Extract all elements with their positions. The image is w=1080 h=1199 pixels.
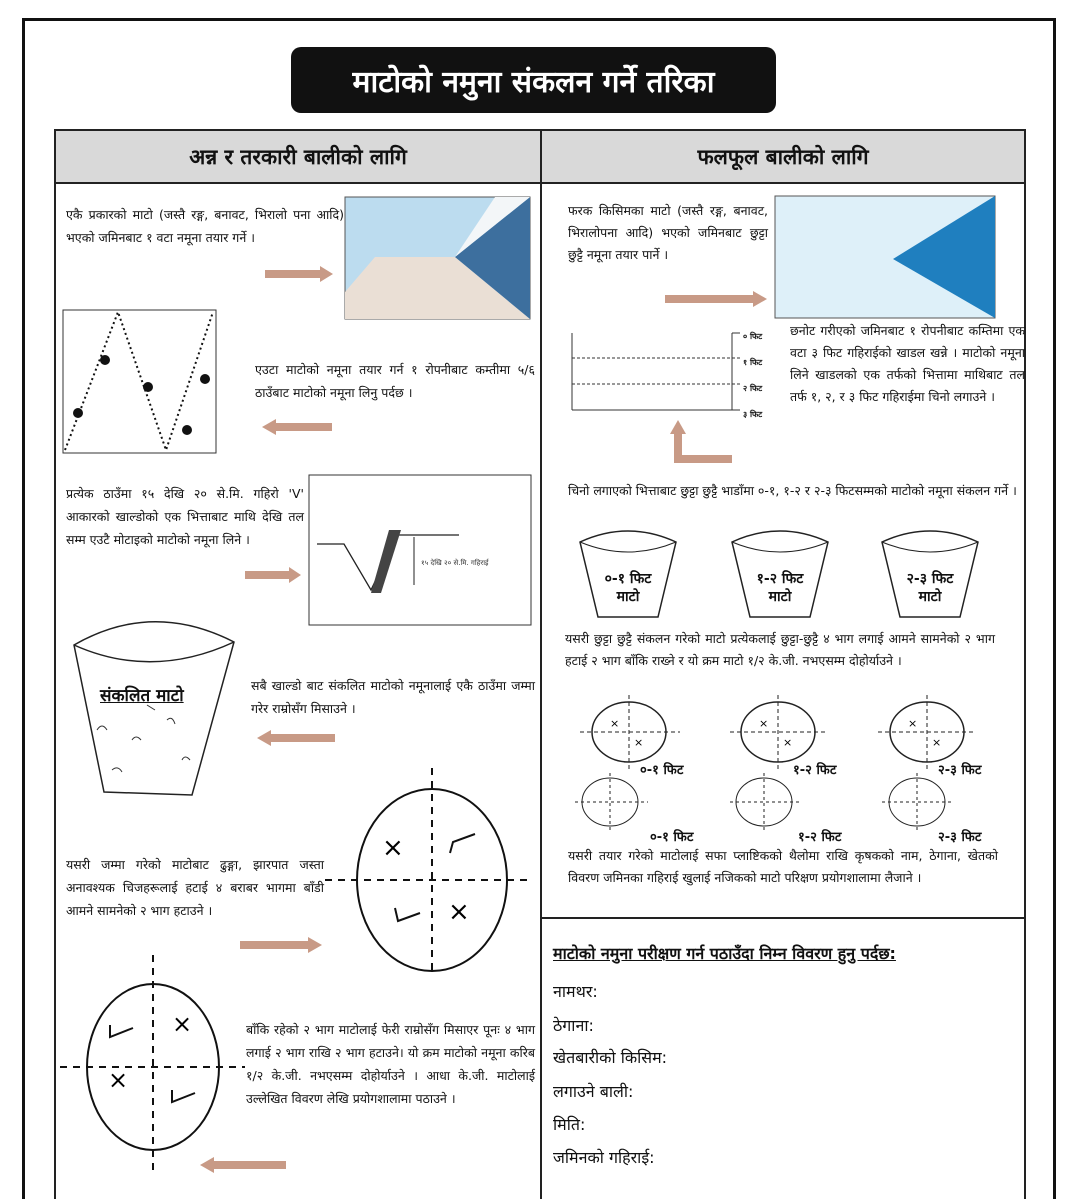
form-field-address: ठेगाना: [553, 1016, 594, 1035]
quartering-circle-repeat [60, 955, 250, 1175]
depth-label: २-३ फिट [938, 763, 982, 778]
left-step-6: बाँकि रहेको २ भाग माटोलाई फेरी राम्रोसँग मिसाएर पूनः ४ भाग लगाई २ भाग राखि २ भाग हटाउने। यो क्रम माटोको नमूना करिब १/२ के.जी. नभएसम्म दोहोर्याउने । आधा के.जी. माटोलाई उल्लेखित विवरण लेखि प्रयोगशालामा पठाउने । [246, 1022, 535, 1106]
svg-text:×: × [448, 897, 470, 927]
bucket-0-1ft: ०-१ फिट माटो [578, 532, 678, 622]
right-step-3: चिनो लगाएको भित्ताबाट छुट्टा छुट्टै भाडाँमा ०-१, १-२ र २-३ फिटसम्मको माटोको नमूना संकलन गर्ने । [568, 483, 1017, 498]
zigzag-sampling-diagram [63, 310, 216, 453]
trench-label: ३ फिट [743, 410, 763, 419]
circle-2-3ft-large [878, 695, 976, 770]
circle-1-2ft-large [730, 695, 828, 770]
depth-label: १-२ फिट [798, 830, 842, 845]
depth-label: २-३ फिट [938, 830, 982, 845]
right-step-2: छनोट गरीएको जमिनबाट १ रोपनीबाट कम्तिमा एक वटा ३ फिट गहिराईको खाडल खन्ने । माटोको नमूना लिने खाडलको एक तर्फको भित्तामा माथिबाट तल तर्फ १, २, र ३ फिट गहिराईमा चिनो लगाउने । [790, 323, 1025, 404]
arrow-right-icon [665, 291, 769, 307]
circle-0-1ft-small [575, 773, 648, 833]
svg-text:×: × [908, 717, 918, 730]
trench-label: ० फिट [743, 332, 763, 341]
form-field-land-type: खेतबारीको किसिम: [553, 1048, 668, 1067]
trench-label: १ फिट [743, 358, 763, 367]
circle-2-3ft-small [882, 773, 954, 833]
svg-text:×: × [108, 1066, 129, 1094]
circle-0-1ft-large [580, 695, 680, 770]
svg-text:×: × [610, 717, 620, 730]
circle-1-2ft-small [730, 773, 800, 833]
right-step-5: यसरी तयार गरेको माटोलाई सफा प्लाष्टिकको थैलोमा राखि कृषकको नाम, ठेगाना, खेतको विवरण जमिनका गहिराई खुलाई नजिकको माटो परिक्षण प्रयोगशालामा लैजाने । [568, 848, 998, 885]
svg-text:×: × [932, 736, 942, 749]
depth-label: १-२ फिट [793, 763, 837, 778]
form-field-depth: जमिनको गहिराई: [553, 1148, 655, 1167]
svg-text:×: × [759, 717, 769, 730]
left-step-5: यसरी जम्मा गरेको माटोबाट ढुङ्गा, झारपात जस्ता अनावश्यक चिजहरूलाई हटाई ४ बराबर भागमा बाँडी आमने सामनेको २ भाग हटाउने । [66, 857, 324, 918]
right-step-4: यसरी छुट्टा छुट्टै संकलन गरेको माटो प्रत्येकलाई छुट्टा-छुट्टै ४ भाग लगाई आमने सामनेको २ भाग हटाई २ भाग बाँकि राख्ने र यो क्रम माटो १/२ के.जी. नभएसम्म दोहोर्याउने । [565, 631, 995, 668]
right-step-1: फरक किसिमका माटो (जस्तै रङ्ग, बनावट, भिरालोपना आदि) भएको जमिनबाट छुट्टा छुट्टै नमूना तयार पार्ने । [568, 203, 768, 262]
arrow-left-icon [257, 730, 337, 746]
form-heading: माटोको नमुना परीक्षण गर्न पठाउँदा निम्न विवरण हुनु पर्दछ: [553, 944, 896, 963]
collected-soil-bucket [72, 620, 237, 802]
v-pit-sketch [309, 475, 531, 625]
svg-text:×: × [172, 1010, 193, 1038]
trench-label: २ फिट [743, 384, 763, 393]
svg-text:×: × [382, 833, 404, 863]
left-step-2: एउटा माटोको नमूना तयार गर्न १ रोपनीबाट कम्तीमा ५/६ ठाउँबाट माटोको नमूना लिनु पर्दछ । [255, 362, 535, 400]
left-step-4: सबै खाल्डो बाट संकलित माटोको नमूनालाई एकै ठाउँमा जम्मा गरेर राम्रोसँग मिसाउने । [251, 678, 535, 716]
right-column-header: फलफूल बालीको लागि [542, 131, 1024, 184]
arrow-up-turn-icon [668, 420, 734, 466]
trench-depth-diagram [570, 328, 740, 418]
trench-labels [743, 324, 762, 428]
form-field-crop: लगाउने बाली: [553, 1082, 634, 1101]
v-depth-label: १५ देखि २० से.मि. गहिराई [421, 559, 489, 567]
svg-text:×: × [783, 736, 793, 749]
soil-photo-fruit [775, 196, 995, 318]
quartering-circle-large [320, 768, 535, 973]
page-title: माटोको नमुना संकलन गर्ने तरिका [291, 47, 776, 113]
bucket-2-3ft: २-३ फिट माटो [880, 532, 980, 622]
arrow-right-icon [245, 567, 305, 583]
arrow-right-icon [265, 266, 335, 282]
bucket-1-2ft: १-२ फिट माटो [730, 532, 830, 622]
arrow-left-icon [200, 1157, 288, 1173]
left-step-1: एकै प्रकारको माटो (जस्तै रङ्ग, बनावट, भिरालो पना आदि) भएको जमिनबाट १ वटा नमूना तयार गर्ने । [66, 207, 344, 245]
depth-label: ०-१ फिट [650, 830, 694, 845]
arrow-right-icon [240, 937, 324, 953]
form-field-name: नामथर: [553, 982, 598, 1001]
svg-text:×: × [634, 736, 644, 749]
form-field-date: मिति: [553, 1115, 586, 1134]
bucket-label: संकलित माटो [100, 686, 184, 706]
form-divider [542, 917, 1026, 919]
soil-photo [345, 197, 530, 319]
depth-label: ०-१ फिट [640, 763, 684, 778]
column-divider [540, 131, 542, 1199]
left-column-header: अन्न र तरकारी बालीको लागि [56, 131, 540, 184]
arrow-left-icon [262, 419, 334, 435]
left-step-3: प्रत्येक ठाउँमा १५ देखि २० से.मि. गहिरो 'V' आकारको खाल्डोको एक भित्ताबाट माथि देखि तल सम्म एउटै मोटाइको माटोको नमूना लिने । [66, 486, 304, 547]
